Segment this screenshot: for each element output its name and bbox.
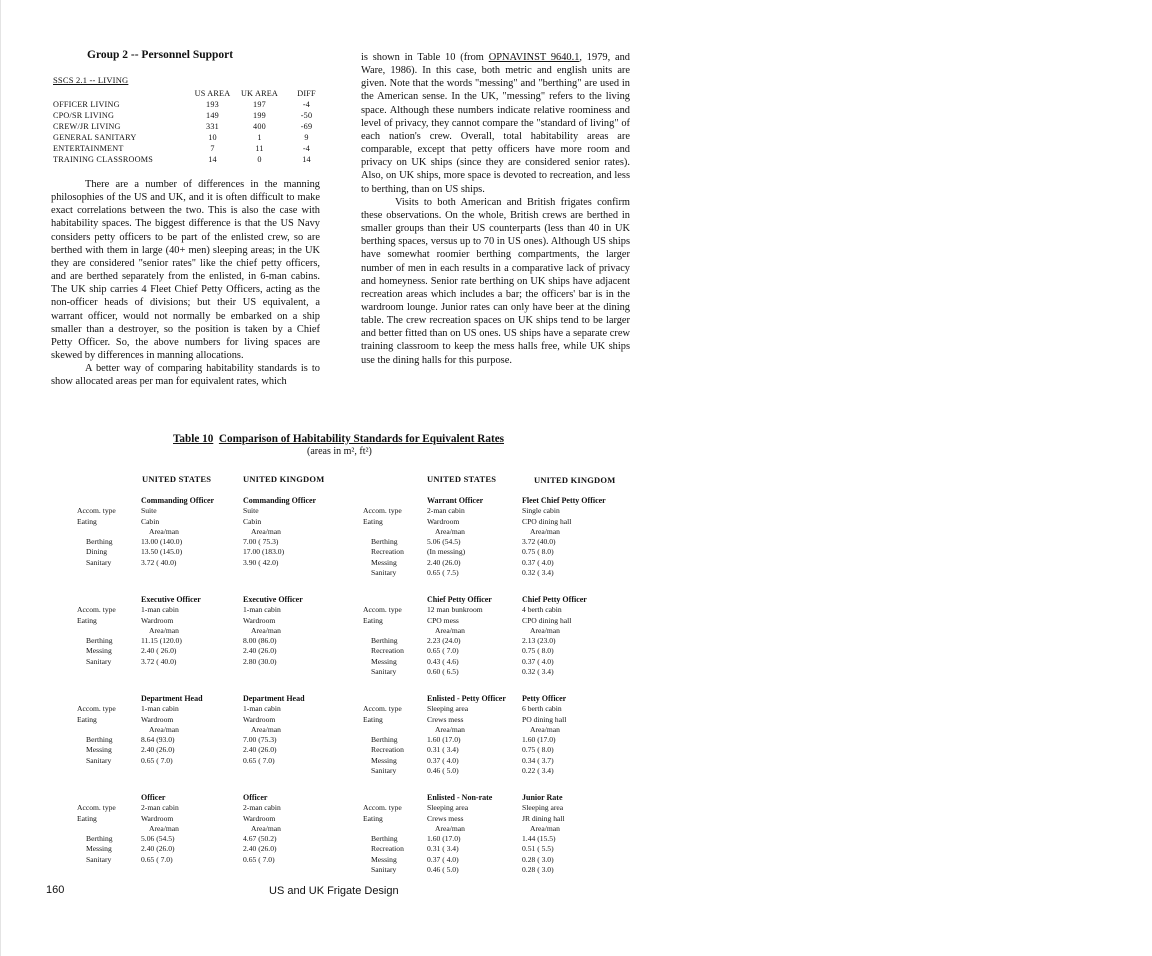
table-cell: 2.40 (26.0) [243,745,277,755]
table-cell: Berthing [371,537,398,547]
us-column [141,793,179,865]
table-cell: Area/man [530,625,560,635]
ssc-cell: 199 [253,111,266,120]
table-cell: Crews mess [427,813,464,823]
table-cell: 0.65 ( 7.0) [243,854,275,864]
table-cell: Sanitary [86,854,112,864]
table-cell: 0.28 ( 3.0) [522,865,554,875]
table-cell: Berthing [86,537,113,547]
table-cell: 11.15 (120.0) [141,636,182,646]
table-cell: Berthing [371,636,398,646]
table-cell: 3.90 ( 42.0) [243,557,279,567]
row-labels [363,704,404,776]
table-cell: 3.72 (40.0) [522,537,556,547]
table-cell: Messing [86,745,112,755]
table-cell: Area/man [251,823,281,833]
table-cell: Area/man [530,526,560,536]
table-cell: Wardroom [243,714,276,724]
ssc-row-label: CREW/JR LIVING [53,122,121,131]
ssc-row [53,110,330,121]
table-cell: Accom. type [77,803,116,813]
ssc-row-label: TRAINING CLASSROOMS [53,155,154,164]
us-column [427,793,492,875]
table-cell: Single cabin [522,506,560,516]
table-cell: Suite [243,506,259,516]
rank-title: Executive Officer [141,595,201,604]
rank-title: Warrant Officer [427,496,484,505]
us-column [427,694,506,776]
table-cell: 8.00 (86.0) [243,636,277,646]
ssc-cell: 7 [210,144,215,153]
table-cell: Area/man [251,625,281,635]
ssc-row-label: OFFICER LIVING [53,100,120,109]
rank-title: Junior Rate [522,793,563,802]
uk-column [522,496,606,578]
ssc-cell: 1 [257,133,262,142]
table-cell: Messing [371,854,397,864]
table-cell: CPO dining hall [522,516,572,526]
column-header-uk-left: UNITED KINGDOM [243,474,325,484]
table-cell: Recreation [371,844,404,854]
rank-title: Chief Petty Officer [522,595,587,604]
rank-title: Department Head [243,694,305,703]
ssc-cell: 14 [208,155,217,164]
table-cell: 17.00 (183.0) [243,547,285,557]
table-cell: Sleeping area [427,803,469,813]
table-cell: 0.51 ( 5.5) [522,844,554,854]
ssc-cell: 149 [206,111,219,120]
table-cell: 0.37 ( 4.0) [427,755,459,765]
table-cell: 0.37 ( 4.0) [427,854,459,864]
table-cell [77,527,116,537]
table-cell: Eating [363,516,383,526]
table-cell: Messing [86,646,112,656]
table-cell: 2.13 (23.0) [522,636,556,646]
column-header-us-left: UNITED STATES [142,474,212,484]
table-cell: Area/man [435,823,465,833]
table-cell: Accom. type [77,506,116,516]
table-cell: Messing [86,844,112,854]
ssc-cell: -4 [302,144,311,153]
rank-title: Department Head [141,694,203,703]
body-paragraph: A better way of comparing habitability standards is to show allocated areas per man for equivalent rates, which [51,363,320,388]
us-column [141,595,201,667]
us-column [141,496,214,568]
table-cell: Messing [371,557,397,567]
ssc-row-label: GENERAL SANITARY [53,133,137,142]
ssc-header-row [53,88,330,99]
table-cell: Messing [371,656,397,666]
table-cell: Area/man [530,823,560,833]
table-cell: CPO dining hall [522,615,572,625]
table-cell: 3.72 ( 40.0) [141,557,177,567]
table-cell: Eating [77,516,97,526]
us-column [427,496,483,578]
table-cell: 4.67 (50.2) [243,834,277,844]
ssc-header-uk: UK AREA [240,89,279,98]
table-cell: 2.40 (26.0) [141,745,175,755]
rank-title: Commanding Officer [141,496,215,505]
table-cell: 0.32 ( 3.4) [522,667,554,677]
table-cell: 1-man cabin [141,605,179,615]
body-paragraph: Visits to both American and British frigates confirm these observations. On the whole, British crews are berthed in smaller groups than their US counterparts (less than 40 in UK berthing spaces, versus up to 70 in US ones). Although US ships have somewhat roomier berthing compartments, the larger number of men in each results in a comparative lack of privacy and homeyness. Senior rate berthing on UK ships have adjacent recreation areas which includes a bar; the officers' bar is in the wardroom lounge. Junior rates can only have beer at the dining table. The crew recreation spaces on UK ships tend to be larger and better fitted than on US ones. US ships have a separate crew training classroom to keep the mess halls free, while UK ships use the dining halls for this purpose. [361,196,630,366]
table-cell: 13.50 (145.0) [141,547,183,557]
ssc-cell: 0 [257,155,262,164]
table-cell: CPO mess [427,615,459,625]
table-cell: Area/man [149,526,179,536]
table-cell: Cabin [243,516,262,526]
body-paragraph: is shown in Table 10 (from OPNAVINST 9640.1, 1979, and Ware, 1986). In this case, both metric and english units are given. Note that the words "messing" and "berthing" are used in the American sense. In the UK, "messing" refers to the living space. Although these numbers indicate relative roominess and level of privacy, they cannot compare the "standard of living" of each nation's crew. Overall, total habitability areas are comparable, except that petty officers have more room and privacy on UK ships (since they are considered senior rates). Also, on UK ships, more space is devoted to recreation, and less to berthing, than on US ships. [361,52,630,195]
body-paragraph: There are a number of differences in the manning philosophies of the US and UK, and it is often difficult to make exact correlations between the two. This is also the case with habitability spaces. The biggest difference is that the US Navy considers petty officers to be part of the enlisted crew, so are berthed with them in large (40+ men) sleeping areas; in the UK they are considered "senior rates" like the chief petty officers, and are berthed separately from the enlisted, in 6-man cabins. The UK ship carries 4 Fleet Chief Petty Officers, acting as the non-officer heads of divisions; but their US equivalent, a warrant officer, would not normally be embarked on a ship smaller than a destroyer, so the position is taken by a Chief Petty Officer. So, the above numbers for living spaces are skewed by differences in manning allocations. [51,179,320,362]
table-cell: Eating [363,813,383,823]
table-cell: Recreation [371,547,404,557]
ssc-cell: 14 [302,155,311,164]
left-text-column [51,178,320,389]
uk-column [243,595,303,667]
table-cell: Area/man [251,526,281,536]
page-number: 160 [46,884,65,896]
rank-title: Officer [141,793,166,802]
ssc-cell: 9 [304,133,309,142]
ssc-table-title: SSCS 2.1 -- LIVING [53,75,129,85]
table-cell: Area/man [149,724,179,734]
table-cell: 0.34 ( 3.7) [522,755,554,765]
ssc-row [53,132,330,143]
table-cell: Wardroom [243,813,276,823]
ssc-cell: -4 [302,100,311,109]
table-cell: Eating [77,813,97,823]
table-cell: Wardroom [427,516,460,526]
table-cell: Accom. type [363,506,402,516]
ssc-cell: -69 [300,122,313,131]
table-cell: Dining [86,547,108,557]
table-cell: 3.72 ( 40.0) [141,656,177,666]
uk-column [243,694,305,766]
table-cell: Sanitary [86,755,112,765]
table-cell: 1.60 (17.0) [427,834,461,844]
row-labels [77,506,116,568]
ssc-cell: 193 [206,100,219,109]
table-cell: Cabin [141,516,160,526]
table-cell: 2.40 (26.0) [427,557,461,567]
table-cell: Berthing [86,735,113,745]
table-cell: 0.46 ( 5.0) [427,766,459,776]
table-cell [363,626,404,636]
section-title: Group 2 -- Personnel Support [87,49,234,61]
column-header-uk-right: UNITED KINGDOM [534,475,616,485]
table-cell: 0.75 ( 8.0) [522,745,554,755]
us-column [427,595,492,677]
uk-column [243,496,316,568]
table-cell: Eating [77,714,97,724]
row-labels [363,506,404,578]
row-labels [77,803,116,865]
table-cell: 4 berth cabin [522,605,562,615]
rank-title: Executive Officer [243,595,303,604]
ssc-row [53,143,330,154]
table-cell: 0.65 ( 7.0) [243,755,275,765]
table-cell [77,725,116,735]
table-cell: 2.23 (24.0) [427,636,461,646]
table-cell: 0.22 ( 3.4) [522,766,554,776]
table-cell: Sanitary [371,667,397,677]
table-cell: 0.60 ( 6.5) [427,667,459,677]
table-cell: 2-man cabin [427,506,465,516]
table-cell: Berthing [371,735,398,745]
table-cell: 5.06 (54.5) [427,537,461,547]
table-cell: 12 man bunkroom [427,605,483,615]
rank-title: Commanding Officer [243,496,317,505]
row-labels [77,605,116,667]
table-cell: 0.32 ( 3.4) [522,568,554,578]
table-cell: 0.37 ( 4.0) [522,656,554,666]
table-cell: 1-man cabin [243,605,281,615]
table-cell: Area/man [435,724,465,734]
ssc-header-diff: DIFF [297,89,316,98]
table-cell: 0.65 ( 7.0) [141,854,173,864]
table-cell: Sanitary [86,557,112,567]
table-cell: 2.40 (26.0) [141,844,175,854]
rank-title: Enlisted - Non-rate [427,793,493,802]
ssc-header-us: US AREA [194,89,231,98]
table-cell: Recreation [371,646,404,656]
ssc-row [53,154,330,165]
table-cell: 0.28 ( 3.0) [522,854,554,864]
table-cell: Area/man [149,823,179,833]
table-cell: 2.40 (26.0) [243,844,277,854]
table-cell: Accom. type [363,803,402,813]
table-cell: 0.65 ( 7.0) [141,755,173,765]
ssc-cell: 11 [255,144,264,153]
table-cell: 8.64 (93.0) [141,735,175,745]
ssc-cell: 10 [208,133,217,142]
table-cell: Sanitary [371,766,397,776]
rank-title: Chief Petty Officer [427,595,492,604]
table-cell: Area/man [251,724,281,734]
table-cell: 5.06 (54.5) [141,834,175,844]
ssc-area-table [53,88,330,165]
table-cell: (In messing) [427,547,466,557]
table-cell: Eating [363,615,383,625]
table-cell: PO dining hall [522,714,567,724]
table-cell: 7.00 ( 75.3) [243,537,279,547]
table-cell: 1.60 (17.0) [522,735,556,745]
table-cell: 0.65 ( 7.0) [427,646,459,656]
table-cell: 2.40 ( 26.0) [141,646,177,656]
table-cell: 2-man cabin [243,803,281,813]
table-cell: Recreation [371,745,404,755]
table-cell: Sanitary [371,865,397,875]
table-cell: Eating [363,714,383,724]
table-cell: 1.44 (15.5) [522,834,556,844]
table-cell: Accom. type [363,605,402,615]
table-caption: Table 10 Comparison of Habitability Standards for Equivalent Rates [173,433,505,445]
table-cell: 0.43 ( 4.6) [427,656,459,666]
reference-citation: OPNAVINST 9640.1 [488,52,580,63]
ssc-row-label: ENTERTAINMENT [53,144,124,153]
table-cell [363,527,404,537]
table-cell: Area/man [149,625,179,635]
table-cell [77,626,116,636]
table-cell: Accom. type [77,605,116,615]
rank-title: Petty Officer [522,694,567,703]
table-cell: Sleeping area [522,803,564,813]
table-cell: Crews mess [427,714,464,724]
ssc-cell: 331 [206,122,219,131]
uk-column [522,595,587,677]
table-cell: Sleeping area [427,704,469,714]
ssc-row-label: CPO/SR LIVING [53,111,115,120]
ssc-row [53,121,330,132]
table-cell: 0.65 ( 7.5) [427,568,459,578]
table-cell: Suite [141,506,157,516]
ssc-cell: 400 [253,122,266,131]
uk-column [522,694,566,776]
rank-title: Fleet Chief Petty Officer [522,496,606,505]
row-labels [77,704,116,766]
uk-column [522,793,565,875]
table-cell: 0.31 ( 3.4) [427,844,459,854]
table-cell [363,824,404,834]
table-cell: 2.80 (30.0) [243,656,277,666]
row-labels [363,605,404,677]
table-cell: 13.00 (140.0) [141,537,183,547]
table-units: (areas in m², ft²) [307,446,372,457]
table-cell: Wardroom [243,615,276,625]
us-column [141,694,203,766]
running-footer: US and UK Frigate Design [269,885,399,897]
table-cell: Eating [77,615,97,625]
table-cell: Sanitary [86,656,112,666]
column-header-us-right: UNITED STATES [427,474,497,484]
table-cell: JR dining hall [522,813,565,823]
table-cell: 2-man cabin [141,803,179,813]
rank-title: Officer [243,793,268,802]
right-text-column [361,51,630,367]
table-cell: Accom. type [77,704,116,714]
table-cell: 0.37 ( 4.0) [522,557,554,567]
table-cell: 0.75 ( 8.0) [522,646,554,656]
table-cell: Berthing [371,834,398,844]
table-cell: 0.46 ( 5.0) [427,865,459,875]
ssc-cell: 197 [253,100,266,109]
table-cell: 1.60 (17.0) [427,735,461,745]
table-cell: 0.75 ( 8.0) [522,547,554,557]
table-cell: 0.31 ( 3.4) [427,745,459,755]
row-labels [363,803,404,875]
table-cell: Sanitary [371,568,397,578]
table-cell: 7.00 (75.3) [243,735,277,745]
table-cell [77,824,116,834]
ssc-cell: -50 [300,111,313,120]
table-cell: Accom. type [363,704,402,714]
rank-title: Enlisted - Petty Officer [427,694,506,703]
table-cell: 1-man cabin [243,704,281,714]
table-cell: Berthing [86,834,113,844]
table-cell: 1-man cabin [141,704,179,714]
table-cell: 2.40 (26.0) [243,646,277,656]
table-cell: Area/man [435,625,465,635]
table-cell: Wardroom [141,813,174,823]
uk-column [243,793,281,865]
table-cell: Messing [371,755,397,765]
ssc-row [53,99,330,110]
table-cell: 6 berth cabin [522,704,562,714]
table-cell: Area/man [530,724,560,734]
table-cell: Area/man [435,526,465,536]
table-cell [363,725,404,735]
table-cell: Berthing [86,636,113,646]
table-cell: Wardroom [141,714,174,724]
table-cell: Wardroom [141,615,174,625]
